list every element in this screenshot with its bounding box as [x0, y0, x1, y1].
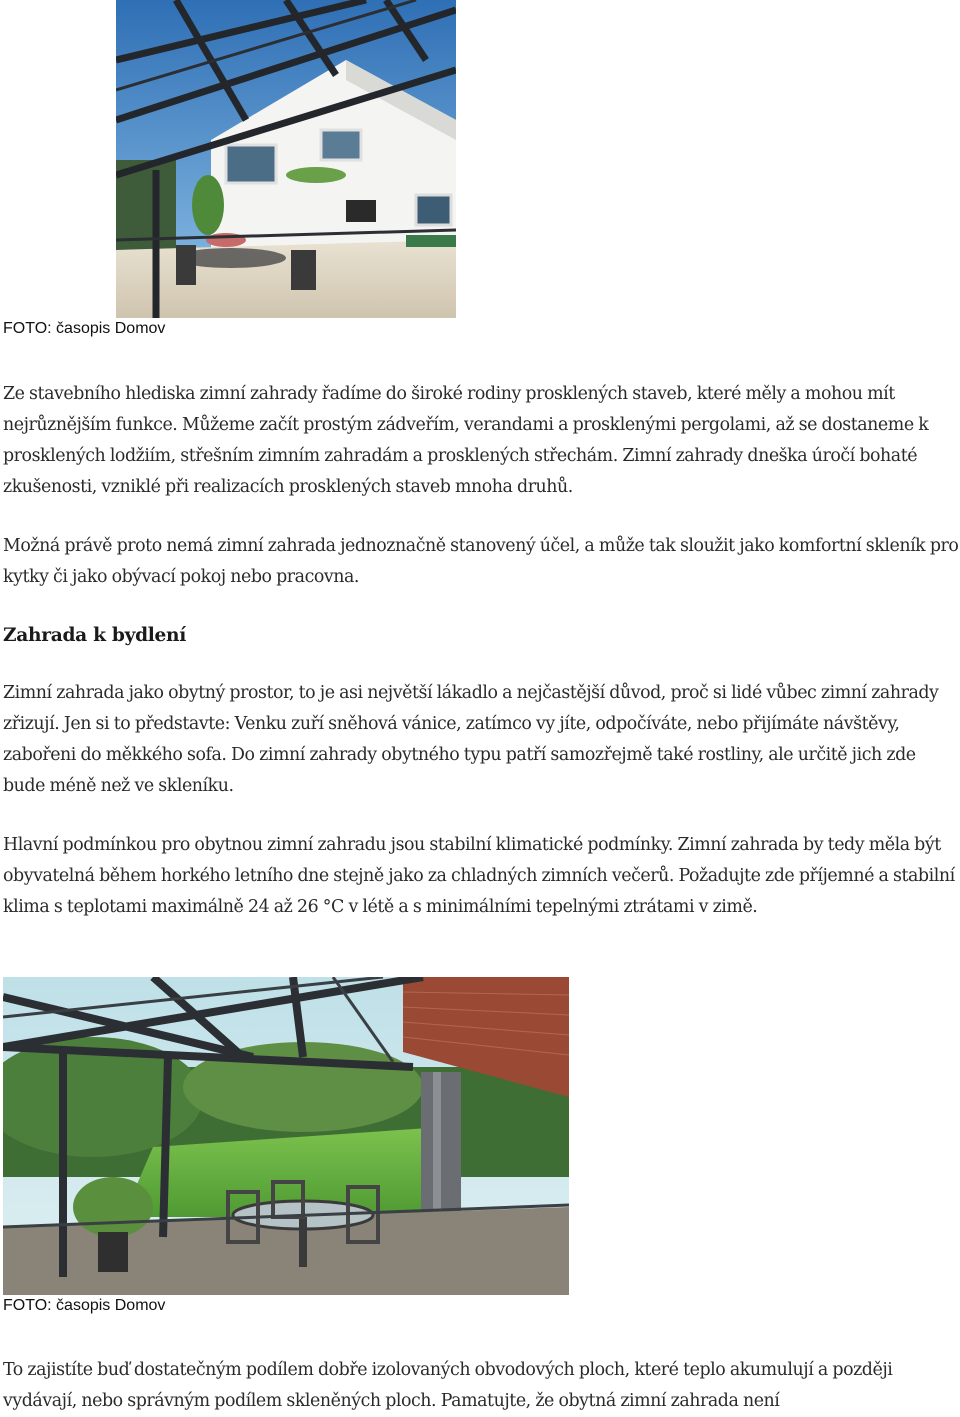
photo-caption-1: FOTO: časopis Domov [3, 320, 166, 337]
conservatory-photo-1 [116, 0, 456, 318]
paragraph-4: Hlavní podmínkou pro obytnou zimní zahradu jsou stabilní klimatické podmínky. Zimní zahrada by tedy měla být obyvatelná během horkého letního dne stejně jako za chladných zimních večerů. Požadujte zde příjemné a stabilní klima s teplotami maximálně 24 až 26 °C v létě a s minimálními tepelnými ztrátami v zimě. [3, 835, 955, 917]
conservatory-photo-2 [3, 977, 569, 1295]
paragraph-1: Ze stavebního hlediska zimní zahrady řadíme do široké rodiny prosklených staveb, které měly a mohou mít nejrůznějším funkce. Můžeme začít prostým zádveřím, verandami a prosklenými pergolami, až se dostaneme k prosklených lodžiím, střešním zimním zahradám a prosklených střechám. Zimní zahrady dneška úročí bohaté zkušenosti, vzniklé při realizacích prosklených staveb mnoha druhů. [3, 384, 929, 497]
photo-caption-2: FOTO: časopis Domov [3, 1297, 166, 1314]
paragraph-5: To zajistíte buď dostatečným podílem dobře izolovaných obvodových ploch, které teplo akumulují a později vydávají, nebo správným podílem skleněných ploch. Pamatujte, že obytná zimní zahrada není [3, 1360, 893, 1411]
section-heading: Zahrada k bydlení [3, 625, 187, 646]
conservatory-illustration-2 [3, 977, 569, 1295]
paragraph-2: Možná právě proto nemá zimní zahrada jednoznačně stanovený účel, a může tak sloužit jako komfortní skleník pro kytky či jako obývací pokoj nebo pracovna. [3, 536, 959, 587]
paragraph-3: Zimní zahrada jako obytný prostor, to je asi největší lákadlo a nejčastější důvod, proč si lidé vůbec zimní zahrady zřizují. Jen si to představte: Venku zuří sněhová vánice, zatímco vy jíte, odpočíváte, nebo přijímáte návštěvy, zabořeni do měkkého sofa. Do zimní zahrady obytného typu patří samozřejmě také rostliny, ale určitě jich zde bude méně než ve skleníku. [3, 683, 939, 796]
conservatory-illustration-1 [116, 0, 456, 318]
